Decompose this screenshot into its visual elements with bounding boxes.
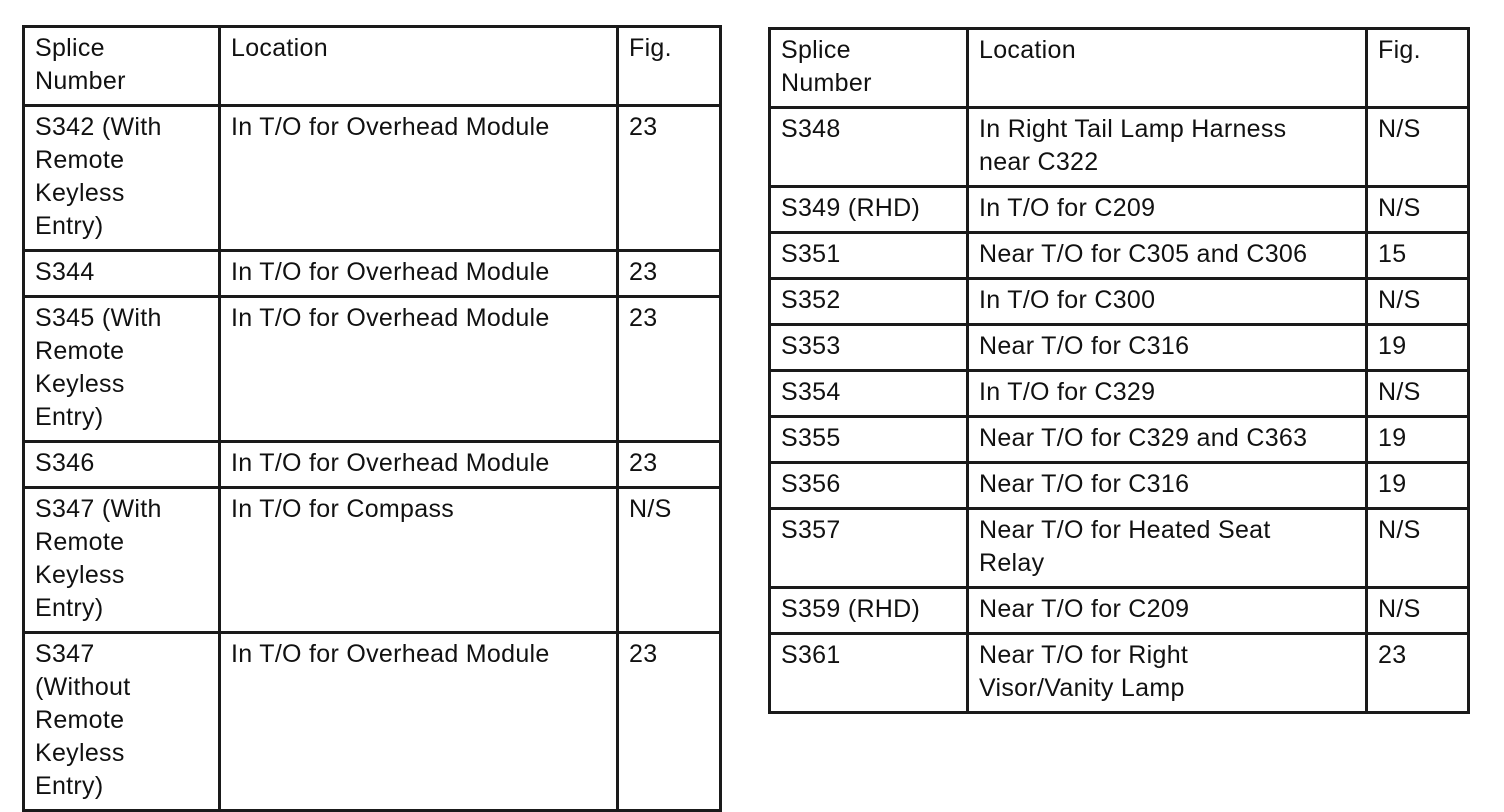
location-cell: In T/O for C329 [968,371,1367,417]
table-row [770,417,1469,463]
fig-cell: N/S [1367,371,1469,417]
table-row [24,488,721,633]
splice-number-cell: S361 [770,634,968,713]
location-cell: Near T/O for C316 [968,325,1367,371]
fig-cell: 23 [618,297,721,442]
fig-cell: N/S [1367,588,1469,634]
location-cell: In Right Tail Lamp Harness near C322 [968,108,1367,187]
splice-number-cell: S351 [770,233,968,279]
splice-number-cell: S354 [770,371,968,417]
fig-cell: 23 [618,633,721,811]
splice-number-cell: S355 [770,417,968,463]
table-row [770,509,1469,588]
fig-cell: 23 [618,442,721,488]
fig-header: Fig. [1367,29,1469,108]
fig-cell: 23 [1367,634,1469,713]
location-cell: In T/O for Overhead Module [220,633,618,811]
splice-number-cell: S346 [24,442,220,488]
location-cell: In T/O for Overhead Module [220,297,618,442]
location-cell: In T/O for C300 [968,279,1367,325]
splice-number-cell: S342 (With Remote Keyless Entry) [24,106,220,251]
location-cell: Near T/O for C329 and C363 [968,417,1367,463]
fig-cell: 23 [618,251,721,297]
fig-cell: 19 [1367,325,1469,371]
location-cell: Near T/O for Heated Seat Relay [968,509,1367,588]
fig-cell: N/S [1367,279,1469,325]
location-cell: In T/O for Compass [220,488,618,633]
location-cell: In T/O for Overhead Module [220,251,618,297]
fig-cell: 19 [1367,463,1469,509]
location-cell: Near T/O for C305 and C306 [968,233,1367,279]
table-row [770,108,1469,187]
table-row [770,463,1469,509]
header-row [770,29,1469,108]
splice-number-cell: S356 [770,463,968,509]
table-row [770,187,1469,233]
splice-number-cell: S347 (With Remote Keyless Entry) [24,488,220,633]
location-header: Location [220,27,618,106]
table-row [24,442,721,488]
splice-number-cell: S348 [770,108,968,187]
fig-cell: N/S [618,488,721,633]
table-row [770,233,1469,279]
splice-number-cell: S347 (Without Remote Keyless Entry) [24,633,220,811]
location-cell: Near T/O for Right Visor/Vanity Lamp [968,634,1367,713]
fig-cell: 23 [618,106,721,251]
table-row [770,325,1469,371]
location-cell: Near T/O for C316 [968,463,1367,509]
fig-cell: 15 [1367,233,1469,279]
fig-header: Fig. [618,27,721,106]
fig-cell: N/S [1367,187,1469,233]
fig-cell: N/S [1367,509,1469,588]
splice-number-cell: S359 (RHD) [770,588,968,634]
location-header: Location [968,29,1367,108]
location-cell: In T/O for Overhead Module [220,106,618,251]
splice-number-header: Splice Number [770,29,968,108]
fig-cell: 19 [1367,417,1469,463]
table-row [24,297,721,442]
splice-number-cell: S357 [770,509,968,588]
table-row [24,633,721,811]
table-row [24,106,721,251]
splice-number-cell: S349 (RHD) [770,187,968,233]
splice-table-left [22,25,722,812]
table-row [770,371,1469,417]
splice-table-right [768,27,1470,714]
location-cell: In T/O for Overhead Module [220,442,618,488]
splice-number-cell: S352 [770,279,968,325]
table-row [24,251,721,297]
location-cell: In T/O for C209 [968,187,1367,233]
fig-cell: N/S [1367,108,1469,187]
location-cell: Near T/O for C209 [968,588,1367,634]
table-row [770,588,1469,634]
splice-number-cell: S345 (With Remote Keyless Entry) [24,297,220,442]
splice-number-cell: S344 [24,251,220,297]
table-row [770,279,1469,325]
table-row [770,634,1469,713]
splice-number-cell: S353 [770,325,968,371]
header-row [24,27,721,106]
splice-number-header: Splice Number [24,27,220,106]
